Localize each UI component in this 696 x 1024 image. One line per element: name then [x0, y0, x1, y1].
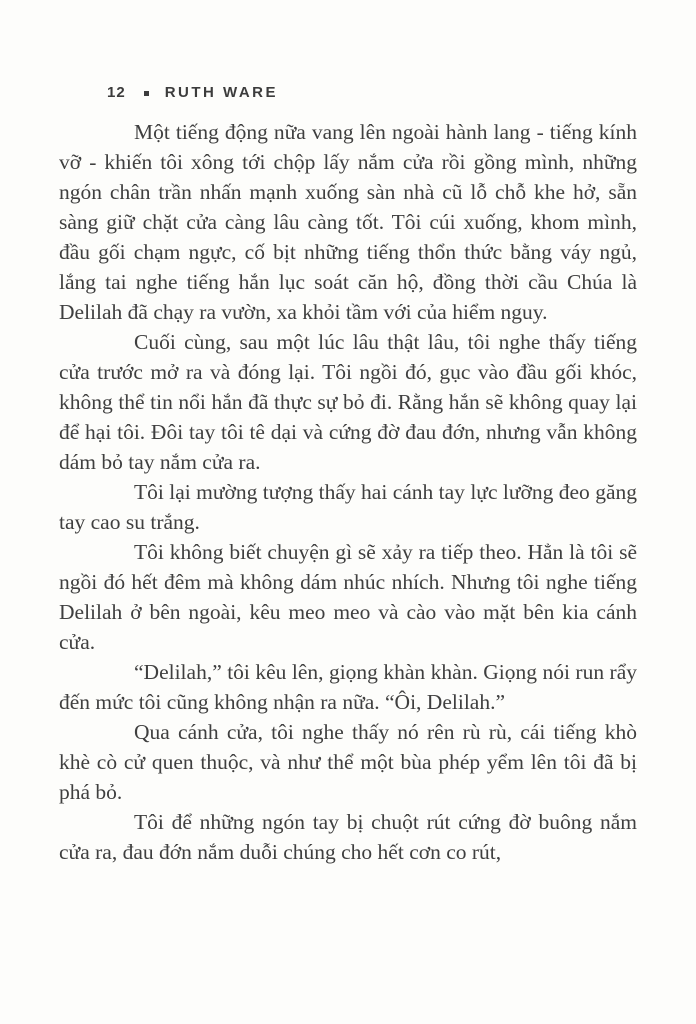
paragraph-5: “Delilah,” tôi kêu lên, giọng khàn khàn. Giọng nói run rẩy đến mức tôi cũng không nhận ra nữa. “Ôi, Delilah.”: [59, 660, 637, 714]
page-body: [59, 117, 637, 867]
running-header-author: RUTH WARE: [164, 84, 279, 101]
paragraph-3: Tôi lại mường tượng thấy hai cánh tay lực lưỡng đeo găng tay cao su trắng.: [59, 480, 637, 534]
page-number: 12: [107, 84, 126, 101]
paragraph-1: Một tiếng động nữa vang lên ngoài hành lang - tiếng kính vỡ - khiến tôi xông tới chộp lấy nắm cửa rồi gồng mình, những ngón chân trần nhấn mạnh xuống sàn nhà cũ lỗ chỗ khe hở, sẵn sàng giữ chặt cửa càng lâu càng tốt. Tôi cúi xuống, khom mình, đầu gối chạm ngực, cố bịt những tiếng thổn thức bằng váy ngủ, lắng tai nghe tiếng hắn lục soát căn hộ, đồng thời cầu Chúa là Delilah đã chạy ra vườn, xa khỏi tầm với của hiểm nguy.: [59, 120, 637, 324]
paragraph-6: Qua cánh cửa, tôi nghe thấy nó rên rù rù, cái tiếng khò khè cò cử quen thuộc, và như thể một bùa phép yểm lên tôi đã bị phá bỏ.: [59, 720, 637, 804]
paragraph-4: Tôi không biết chuyện gì sẽ xảy ra tiếp theo. Hẳn là tôi sẽ ngồi đó hết đêm mà không dám nhúc nhích. Nhưng tôi nghe tiếng Delilah ở bên ngoài, kêu meo meo và cào vào mặt bên kia cánh cửa.: [59, 540, 637, 654]
running-header: [107, 84, 278, 102]
paragraph-2: Cuối cùng, sau một lúc lâu thật lâu, tôi nghe thấy tiếng cửa trước mở ra và đóng lại. Tôi ngồi đó, gục vào đầu gối khóc, không thể tin nổi hắn đã thực sự bỏ đi. Rằng hắn sẽ không quay lại để hại tôi. Đôi tay tôi tê dại và cứng đờ đau đớn, nhưng vẫn không dám bỏ tay nắm cửa ra.: [59, 330, 637, 474]
square-bullet-icon: [144, 91, 149, 96]
paragraph-7: Tôi để những ngón tay bị chuột rút cứng đờ buông nắm cửa ra, đau đớn nắm duỗi chúng cho hết cơn co rút,: [59, 810, 637, 864]
